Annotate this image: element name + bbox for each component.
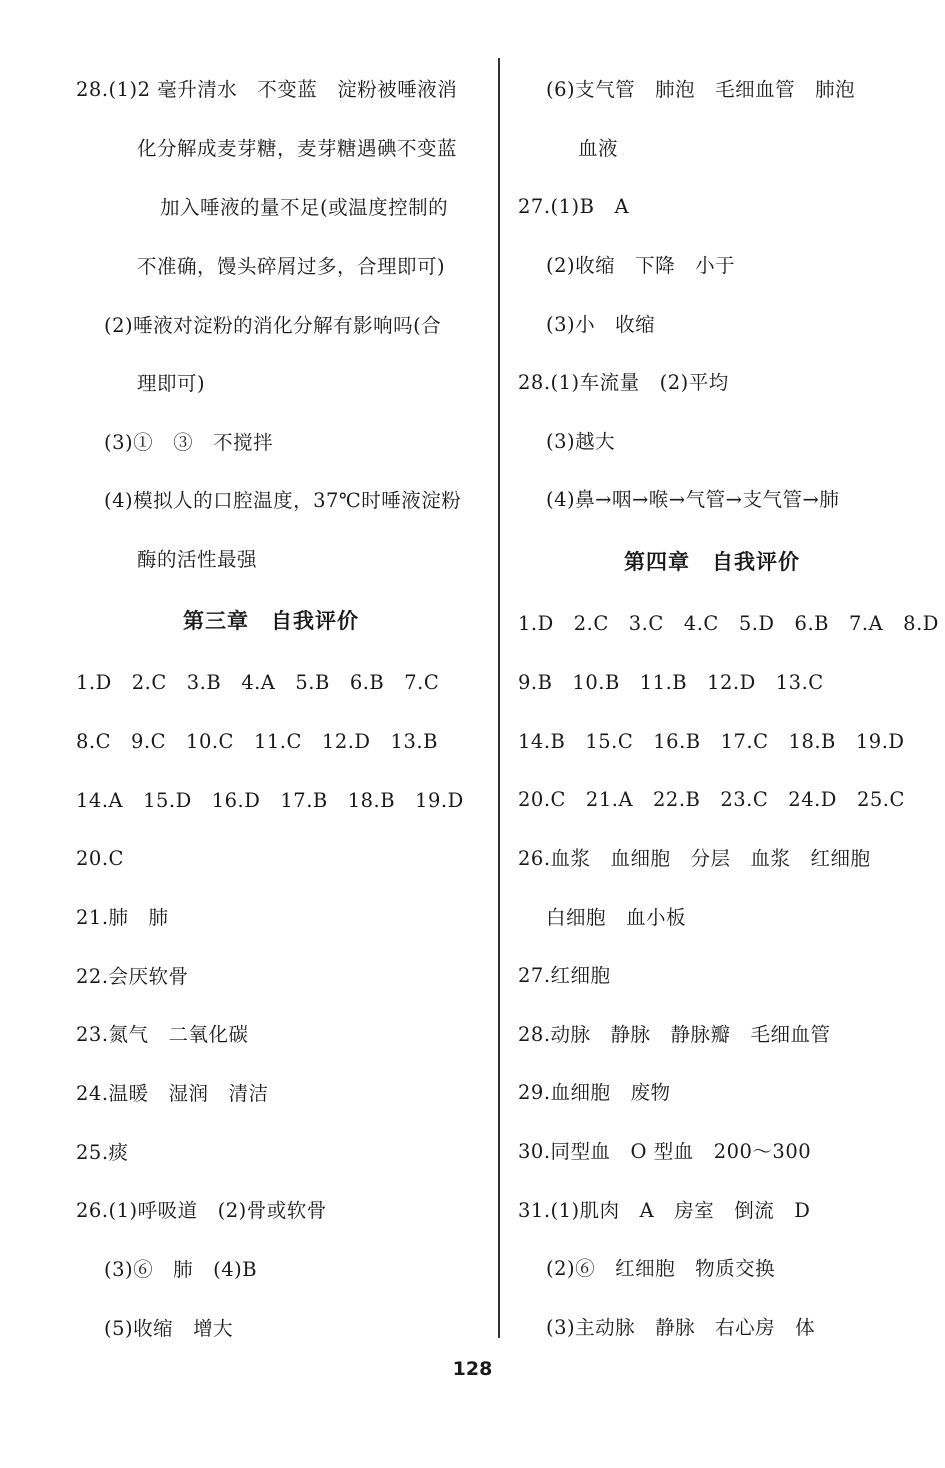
answer-line: 20.C 21.A 22.B 23.C 24.D 25.C: [518, 788, 905, 811]
answer-line: 31.(1)肌肉 A 房室 倒流 D: [518, 1199, 811, 1222]
answer-line: 白细胞 血小板: [546, 906, 687, 929]
answer-line: 9.B 10.B 11.B 12.D 13.C: [518, 671, 824, 694]
answer-line: 28.(1)车流量 (2)平均: [518, 371, 729, 394]
chapter-3-heading: 第三章 自我评价: [183, 609, 359, 633]
answer-line: 30.同型血 O 型血 200～300: [518, 1140, 812, 1163]
answer-line: (4)鼻→咽→喉→气管→支气管→肺: [546, 488, 840, 511]
answer-line: (3)① ③ 不搅拌: [104, 431, 274, 454]
answer-line: 27.(1)B A: [518, 195, 630, 218]
answer-line: 1.D 2.C 3.C 4.C 5.D 6.B 7.A 8.D: [518, 612, 939, 635]
answer-line: (3)主动脉 静脉 右心房 体: [546, 1316, 816, 1339]
answer-line: 血液: [578, 137, 619, 160]
answer-line: 化分解成麦芽糖，麦芽糖遇碘不变蓝: [137, 137, 458, 160]
answer-line: 酶的活性最强: [137, 548, 258, 571]
answer-line: 22.会厌软骨: [76, 965, 189, 988]
answer-line: 24.温暖 湿润 清洁: [76, 1082, 269, 1105]
answer-line: 27.红细胞: [518, 964, 611, 987]
answer-line: 1.D 2.C 3.B 4.A 5.B 6.B 7.C: [76, 671, 440, 694]
answer-line: (5)收缩 增大: [104, 1317, 234, 1340]
answer-line: (3)越大: [546, 430, 616, 453]
answer-line: 28.(1)2 毫升清水 不变蓝 淀粉被唾液消: [76, 78, 458, 101]
answer-line: 28.动脉 静脉 静脉瓣 毛细血管: [518, 1023, 831, 1046]
page-number: 128: [452, 1358, 493, 1380]
answer-line: 23.氮气 二氧化碳: [76, 1023, 249, 1046]
answer-line: (4)模拟人的口腔温度，37℃时唾液淀粉: [104, 489, 462, 512]
answer-line: (3)小 收缩: [546, 313, 656, 336]
answer-line: (2)收缩 下降 小于: [546, 254, 736, 277]
answer-line: (2)唾液对淀粉的消化分解有影响吗(合: [104, 314, 442, 337]
answer-line: 26.(1)呼吸道 (2)骨或软骨: [76, 1199, 327, 1222]
answer-line: 25.痰: [76, 1141, 129, 1164]
answer-line: 26.血浆 血细胞 分层 血浆 红细胞: [518, 847, 871, 870]
answer-line: (6)支气管 肺泡 毛细血管 肺泡: [546, 78, 856, 101]
answer-line: (3)⑥ 肺 (4)B: [104, 1258, 258, 1281]
chapter-4-heading: 第四章 自我评价: [624, 550, 800, 574]
answer-line: 理即可): [137, 372, 206, 395]
answer-line: 29.血细胞 废物: [518, 1081, 671, 1104]
answer-line: 14.B 15.C 16.B 17.C 18.B 19.D: [518, 730, 905, 753]
answer-line: 8.C 9.C 10.C 11.C 12.D 13.B: [76, 730, 438, 753]
answer-line: 14.A 15.D 16.D 17.B 18.B 19.D: [76, 789, 464, 812]
answer-line: 20.C: [76, 847, 124, 870]
answer-line: 21.肺 肺: [76, 906, 169, 929]
answer-line: (2)⑥ 红细胞 物质交换: [546, 1257, 776, 1280]
answer-line: 加入唾液的量不足(或温度控制的: [160, 196, 449, 219]
column-divider: [498, 58, 500, 1338]
answer-line: 不准确，馒头碎屑过多，合理即可): [137, 255, 446, 278]
